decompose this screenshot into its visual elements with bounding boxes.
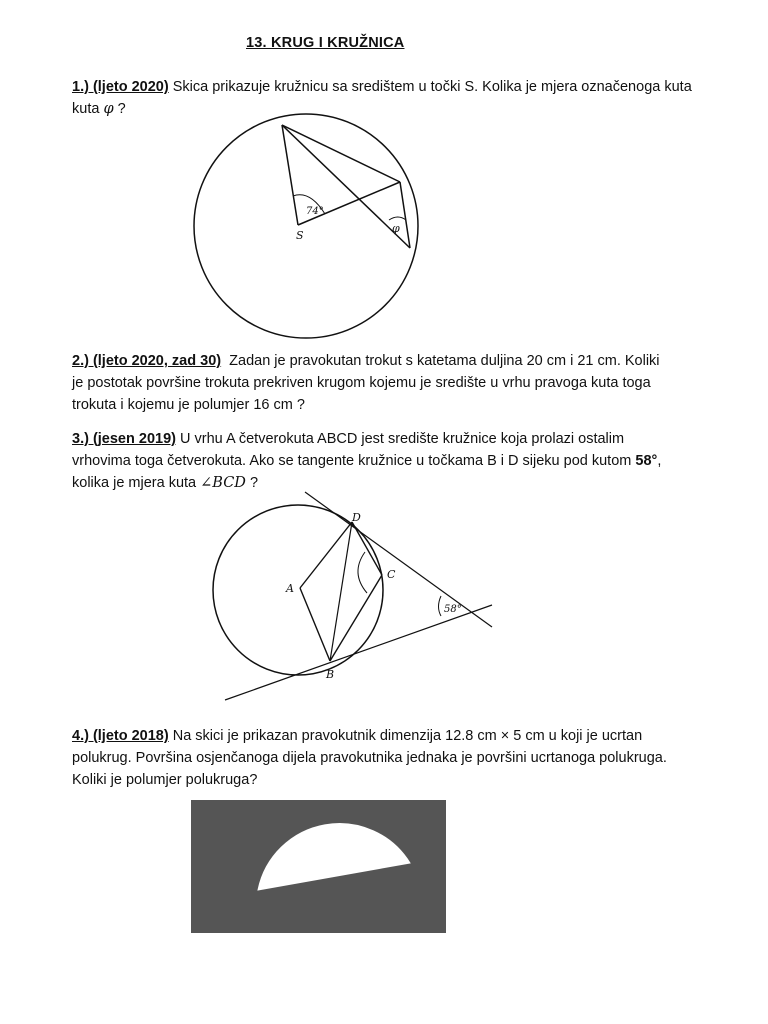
page-title: 13. KRUG I KRUŽNICA bbox=[246, 35, 405, 51]
point-label-a: A bbox=[286, 582, 294, 595]
point-label-b: B bbox=[326, 668, 335, 681]
problem-4-label: 4.) (ljeto 2018) bbox=[72, 728, 169, 744]
problem-3-line1: U vrhu A četverokuta ABCD jest središte kružnice koja prolazi ostalim bbox=[180, 431, 625, 447]
problem-2-line2: je postotak površine trokuta prekriven krugom kojemu je središte u vrhu pravoga kuta toga bbox=[72, 375, 651, 391]
problem-3-label: 3.) (jesen 2019) bbox=[72, 431, 176, 447]
center-label-s: S bbox=[296, 229, 304, 242]
angle-label-phi: φ bbox=[392, 222, 400, 235]
problem-1: 1.) (ljeto 2020) Skica prikazuje kružnicu sa središtem u točki S. Kolika je mjera označenoga kuta kuta φ ? bbox=[72, 79, 692, 117]
problem-4-line1: Na skici je prikazan pravokutnik dimenzija 12.8 cm × 5 cm u koji je ucrtan bbox=[172, 728, 643, 744]
problem-3: 3.) (jesen 2019) U vrhu A četverokuta ABCD jest središte kružnice koja prolazi ostalim vrhovima toga četverokuta. Ako se tangente kružnice u točkama B i D sijeku pod kutom 58°, kolika je mjera kuta ∠BCD ? bbox=[72, 431, 662, 491]
point-label-d: D bbox=[352, 511, 361, 524]
problem-4-line3: Koliki je polumjer polukruga? bbox=[72, 772, 258, 788]
problem-2-line3: trokuta i kojemu je polumjer 16 cm ? bbox=[72, 397, 305, 413]
problem-1-symbol: φ bbox=[103, 101, 114, 117]
problem-3-tail: ? bbox=[245, 475, 259, 491]
problem-4-line2: polukrug. Površina osjenčanoga dijela pravokutnika jednaka je površini ucrtanoga polukruga. bbox=[72, 750, 667, 766]
problem-3-line3: kolika je mjera kuta bbox=[72, 475, 197, 491]
angle-label-74: 74° bbox=[306, 206, 324, 217]
point-label-c: C bbox=[387, 568, 396, 581]
angle-label-58: 58° bbox=[444, 604, 462, 615]
problem-3-angle-symbol: ∠BCD bbox=[200, 475, 246, 491]
problem-3-line2: vrhovima toga četverokuta. Ako se tangente kružnice u točkama B i D sijeku pod kutom bbox=[72, 453, 632, 469]
problem-2-line1: Zadan je pravokutan trokut s katetama duljina 20 cm i 21 cm. Koliki bbox=[229, 353, 660, 369]
problem-2-label: 2.) (ljeto 2020, zad 30) bbox=[72, 353, 222, 369]
problem-1-label: 1.) (ljeto 2020) bbox=[72, 79, 169, 95]
problem-3-angle: 58° bbox=[635, 453, 658, 469]
problem-1-tail: ? bbox=[113, 101, 126, 117]
problem-1-text: Skica prikazuje kružnicu sa središtem u točki S. Kolika je mjera označenoga kuta bbox=[172, 79, 692, 95]
